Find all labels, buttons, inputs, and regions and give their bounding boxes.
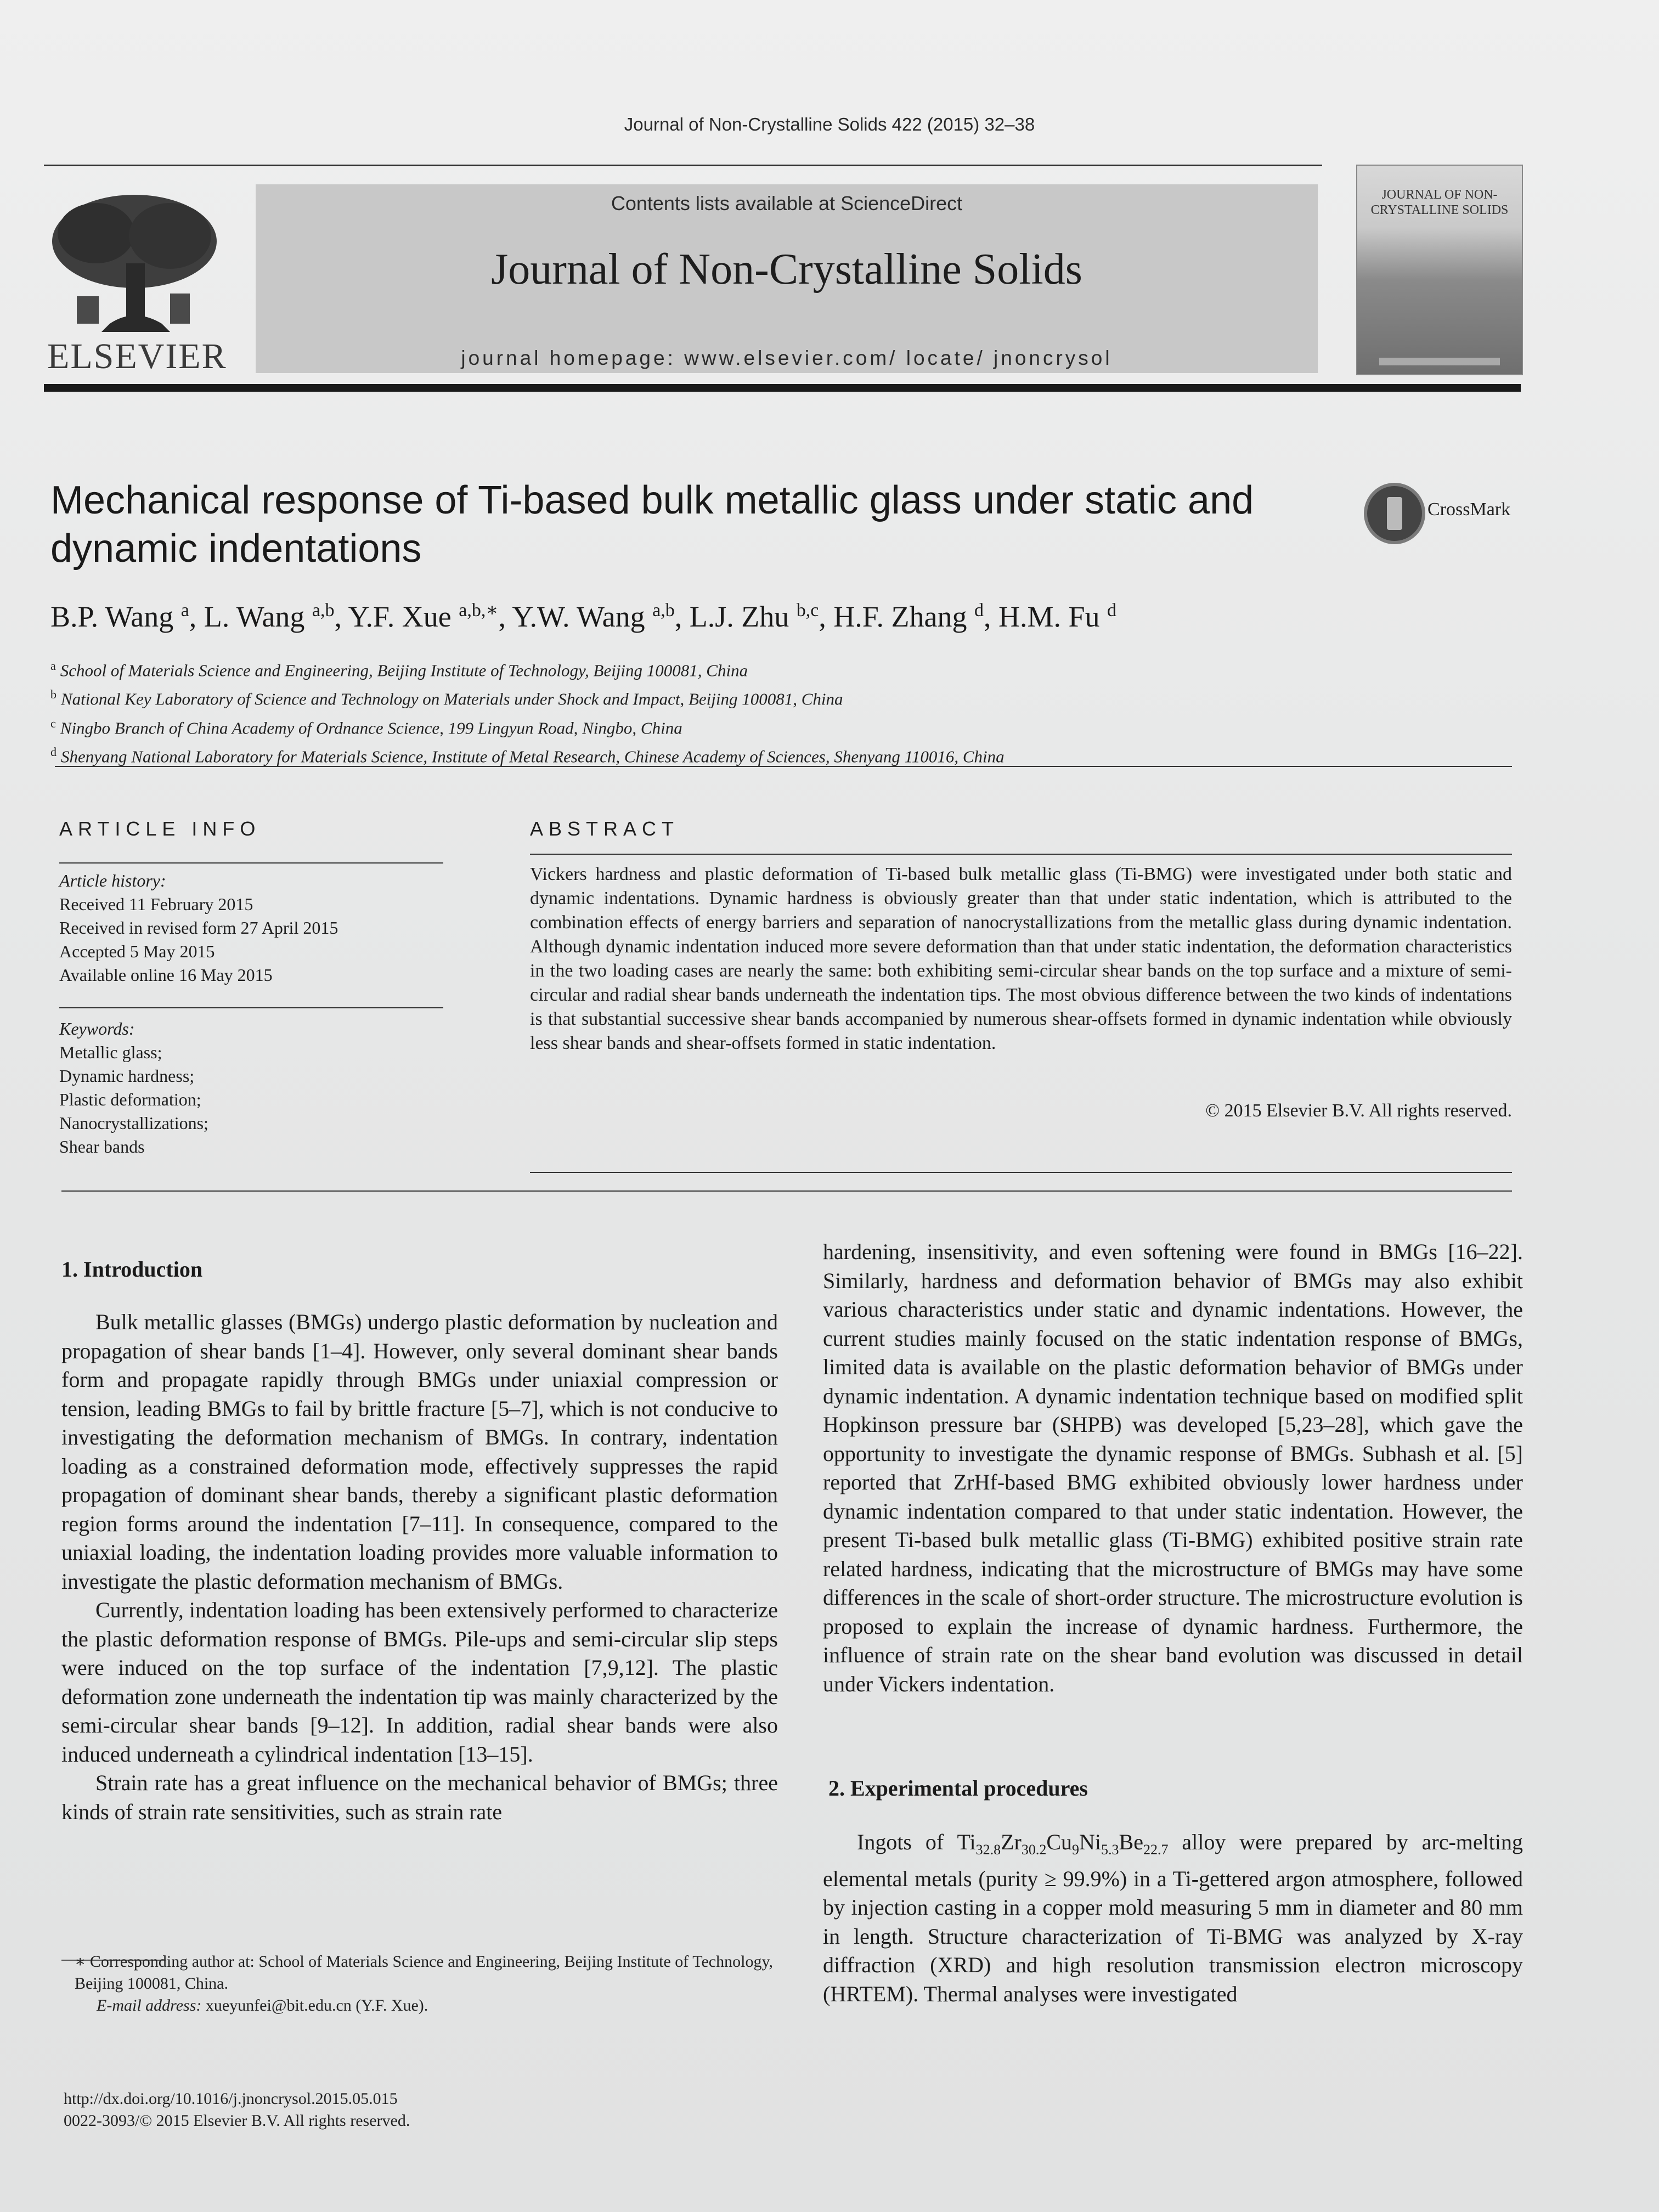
alloy-fraction: 22.7 [1143, 1842, 1169, 1858]
alloy-fraction: 9 [1072, 1842, 1080, 1858]
abstract-heading: ABSTRACT [530, 817, 680, 840]
issn-line: 0022-3093/© 2015 Elsevier B.V. All rights reserved. [64, 2112, 410, 2130]
cover-title: JOURNAL OF NON-CRYSTALLINE SOLIDS [1370, 188, 1509, 217]
keyword: Plastic deformation; [59, 1090, 201, 1109]
alloy-element: Be [1119, 1830, 1143, 1854]
right-column-section-2 [823, 1828, 1523, 2008]
article-info-rule [59, 862, 443, 864]
header-rule [44, 165, 1322, 166]
section-2-heading: 2. Experimental procedures [828, 1776, 1088, 1801]
journal-title: Journal of Non-Crystalline Solids [491, 245, 1082, 294]
alloy-element: Ti [957, 1830, 976, 1854]
keywords-label: Keywords: [59, 1019, 135, 1039]
affiliation-mark: a [50, 659, 56, 673]
keyword: Metallic glass; [59, 1042, 162, 1062]
author-name: , Y.F. Xue [334, 600, 459, 633]
affiliation-list [50, 654, 1257, 769]
author-name: , Y.W. Wang [498, 600, 653, 633]
keyword: Dynamic hardness; [59, 1066, 195, 1086]
article-title: Mechanical response of Ti-based bulk metallic glass under static and dynamic indentations [50, 478, 1254, 571]
left-column [61, 1308, 778, 1826]
affiliation-text: National Key Laboratory of Science and Technology on Materials under Shock and Impact, Beijing 100081, China [61, 689, 843, 709]
author-affil-mark: d [1107, 600, 1117, 620]
affiliation [50, 740, 1257, 769]
author [819, 600, 984, 633]
email-label: E-mail address: [97, 1996, 202, 2015]
masthead-rule [44, 384, 1521, 392]
doi-link[interactable]: http://dx.doi.org/10.1016/j.jnoncrysol.2015.05.015 [64, 2090, 398, 2108]
email-line [61, 1995, 786, 2017]
affiliation-text: Ningbo Branch of China Academy of Ordnance Science, 199 Lingyun Road, Ningbo, China [60, 718, 682, 737]
affiliation-mark: d [50, 744, 57, 759]
abstract-bottom-rule [530, 1172, 1512, 1173]
paragraph [823, 1828, 1523, 2008]
author [984, 600, 1116, 633]
author [675, 600, 819, 633]
alloy-fraction: 5.3 [1101, 1842, 1119, 1858]
alloy-element: Ni [1079, 1830, 1102, 1854]
contents-available: Contents lists available at ScienceDirect [611, 192, 963, 215]
journal-banner [256, 184, 1318, 373]
affiliation [50, 712, 1257, 740]
keyword: Nanocrystallizations; [59, 1113, 208, 1133]
abstract-text: Vickers hardness and plastic deformation of Ti-based bulk metallic glass (Ti-BMG) were investigated under both static and dynamic indentations. Dynamic hardness is obviously greater than that under static indentation, which is attributed to the combination effects of energy barriers and separation of nanocrystallizations from the metallic glass during dynamic indentation. Although dynamic indentation induced more severe deformation than that under static indentation, the deformation characteristics in the two loading cases are nearly the same: both exhibiting semi-circular shear bands on the top surface and a mixture of semi-circular and radial shear bands underneath the indentation tips. The most obvious difference between the two kinds of indentations is that substantial successive shear bands accompanied by numerous shear-offsets formed in dynamic indentation while obviously less shear bands and shear-offsets formed in static indentation. [530, 864, 1512, 1053]
affiliation-mark: b [50, 687, 57, 702]
author-affil-mark: b,c [796, 600, 819, 620]
elsevier-wordmark: ELSEVIER [47, 336, 227, 376]
cover-bar [1379, 358, 1500, 365]
abstract-rule [530, 854, 1512, 855]
article-history [59, 869, 443, 987]
history-received: Received 11 February 2015 [59, 894, 253, 914]
journal-homepage: journal homepage: www.elsevier.com/ locate/ jnoncrysol [461, 347, 1113, 369]
author-affil-mark: a,b [312, 600, 335, 620]
affiliation-text: School of Materials Science and Engineering, Beijing Institute of Technology, Beijing 100081, China [60, 661, 748, 680]
author-affil-mark: d [974, 600, 984, 620]
paragraph: Bulk metallic glasses (BMGs) undergo plastic deformation by nucleation and propagation of shear bands [1–4]. However, only several dominant shear bands form and propagate rapidly through BMGs under uniaxial compression or tension, leading BMGs to fail by brittle fracture [5–7], which is not conducive to investigating the deformation mechanism of BMGs. In contrary, indentation loading as a constrained deformation mode, effectively suppresses the rapid propagation of dominant shear bands, thereby a significant plastic deformation region forms around the indentation [7–11]. In consequence, compared to the uniaxial loading, the indentation loading provides more valuable information to investigate the plastic deformation mechanism of BMGs. [61, 1310, 778, 1594]
email-address[interactable]: xueyunfei@bit.edu.cn (Y.F. Xue). [205, 1996, 428, 2015]
author [498, 600, 674, 633]
affiliation [50, 682, 1257, 711]
paragraph: hardening, insensitivity, and even softening were found in BMGs [16–22]. Similarly, hardness and deformation behavior of BMGs may also exhibit various characteristics under static and dynamic indentations. However, the current studies mainly focused on the static indentation response of BMGs, limited data is available on the plastic deformation behavior of BMGs under dynamic indentation. A dynamic indentation technique based on modified split Hopkinson pressure bar (SHPB) was developed [5,23–28], which gave the opportunity to investigate the dynamic response of BMGs. Subhash et al. [5] reported that ZrHf-based BMG exhibited obviously lower hardness under dynamic indentation compared to that under static indentation. However, the present Ti-based bulk metallic glass (Ti-BMG) exhibited positive strain rate related hardness, indicating that the microstructure of BMGs may have some differences in the scale of short-order structure. The microstructure evolution is proposed to explain the increase of dynamic hardness. Furthermore, the influence of strain rate on the shear band evolution was discussed in detail under Vickers indentation. [823, 1239, 1523, 1696]
author [335, 600, 499, 633]
doi-block [64, 2088, 410, 2132]
author-affil-mark: a,b [652, 600, 675, 620]
affiliation [50, 654, 1257, 682]
author [189, 600, 335, 633]
author-name: B.P. Wang [50, 600, 181, 633]
alloy-element: Zr [1001, 1830, 1022, 1854]
author-name: , H.F. Zhang [819, 600, 974, 633]
sec2-post: alloy were prepared by arc-melting elemental metals (purity ≥ 99.9%) in a Ti-gettered argon atmosphere, followed by injection casting in a copper mold measuring 5 mm in diameter and 80 mm in length. Structure characterization of Ti-BMG was analyzed by X-ray diffraction (XRD) and high resolution transmission electron microscopy (HRTEM). Thermal analyses were investigated [823, 1830, 1523, 2006]
keyword: Shear bands [59, 1137, 145, 1156]
alloy-formula [957, 1830, 1169, 1858]
paragraph: Currently, indentation loading has been extensively performed to characterize the plastic deformation response of BMGs. Pile-ups and semi-circular slip steps were induced on the top surface of the indentation [7,9,12]. The plastic deformation zone underneath the indentation tip was mainly characterized by the semi-circular shear bands [9–12]. In addition, radial shear bands were also induced underneath a cylindrical indentation [13–15]. [61, 1598, 778, 1767]
author-name: , L.J. Zhu [674, 600, 797, 633]
alloy-fraction: 32.8 [975, 1842, 1001, 1858]
author-name: , H.M. Fu [983, 600, 1108, 633]
alloy-element: Cu [1046, 1830, 1073, 1854]
affiliation-text: Shenyang National Laboratory for Materials Science, Institute of Metal Research, Chinese Academy of Sciences, Shenyang 110016, China [61, 747, 1005, 766]
front-matter-rule [61, 1190, 1512, 1192]
section-1-heading: 1. Introduction [61, 1257, 203, 1282]
crossmark-label[interactable]: CrossMark [1427, 499, 1511, 520]
author-name: , L. Wang [189, 600, 312, 633]
keywords-rule [59, 1007, 443, 1008]
author-list [50, 599, 1116, 634]
footnote [61, 1951, 786, 2017]
author [50, 600, 189, 633]
keywords [59, 1017, 443, 1159]
alloy-fraction: 30.2 [1021, 1842, 1047, 1858]
crossmark-icon[interactable] [1364, 483, 1425, 544]
corresponding-author-note: ∗ Corresponding author at: School of Materials Science and Engineering, Beijing Institute of Technology, Beijing 100081, China. [75, 1953, 774, 1993]
history-revised: Received in revised form 27 April 2015 [59, 918, 338, 938]
right-column [823, 1238, 1523, 1699]
affiliation-rule [55, 766, 1512, 767]
author-affil-mark: a,b,∗ [459, 600, 499, 620]
history-accepted: Accepted 5 May 2015 [59, 941, 215, 961]
history-label: Article history: [59, 871, 166, 890]
journal-cover-thumbnail [1356, 165, 1523, 375]
history-online: Available online 16 May 2015 [59, 965, 273, 985]
paragraph: Strain rate has a great influence on the mechanical behavior of BMGs; three kinds of strain rate sensitivities, such as strain rate [61, 1770, 778, 1824]
sec2-pre: Ingots of [857, 1830, 957, 1854]
running-head: Journal of Non-Crystalline Solids 422 (2015) 32–38 [624, 114, 1035, 134]
affiliation-mark: c [50, 716, 56, 730]
article-info-heading: ARTICLE INFO [59, 817, 261, 840]
abstract-copyright: © 2015 Elsevier B.V. All rights reserved. [1205, 1101, 1512, 1121]
author-affil-mark: a [180, 600, 189, 620]
